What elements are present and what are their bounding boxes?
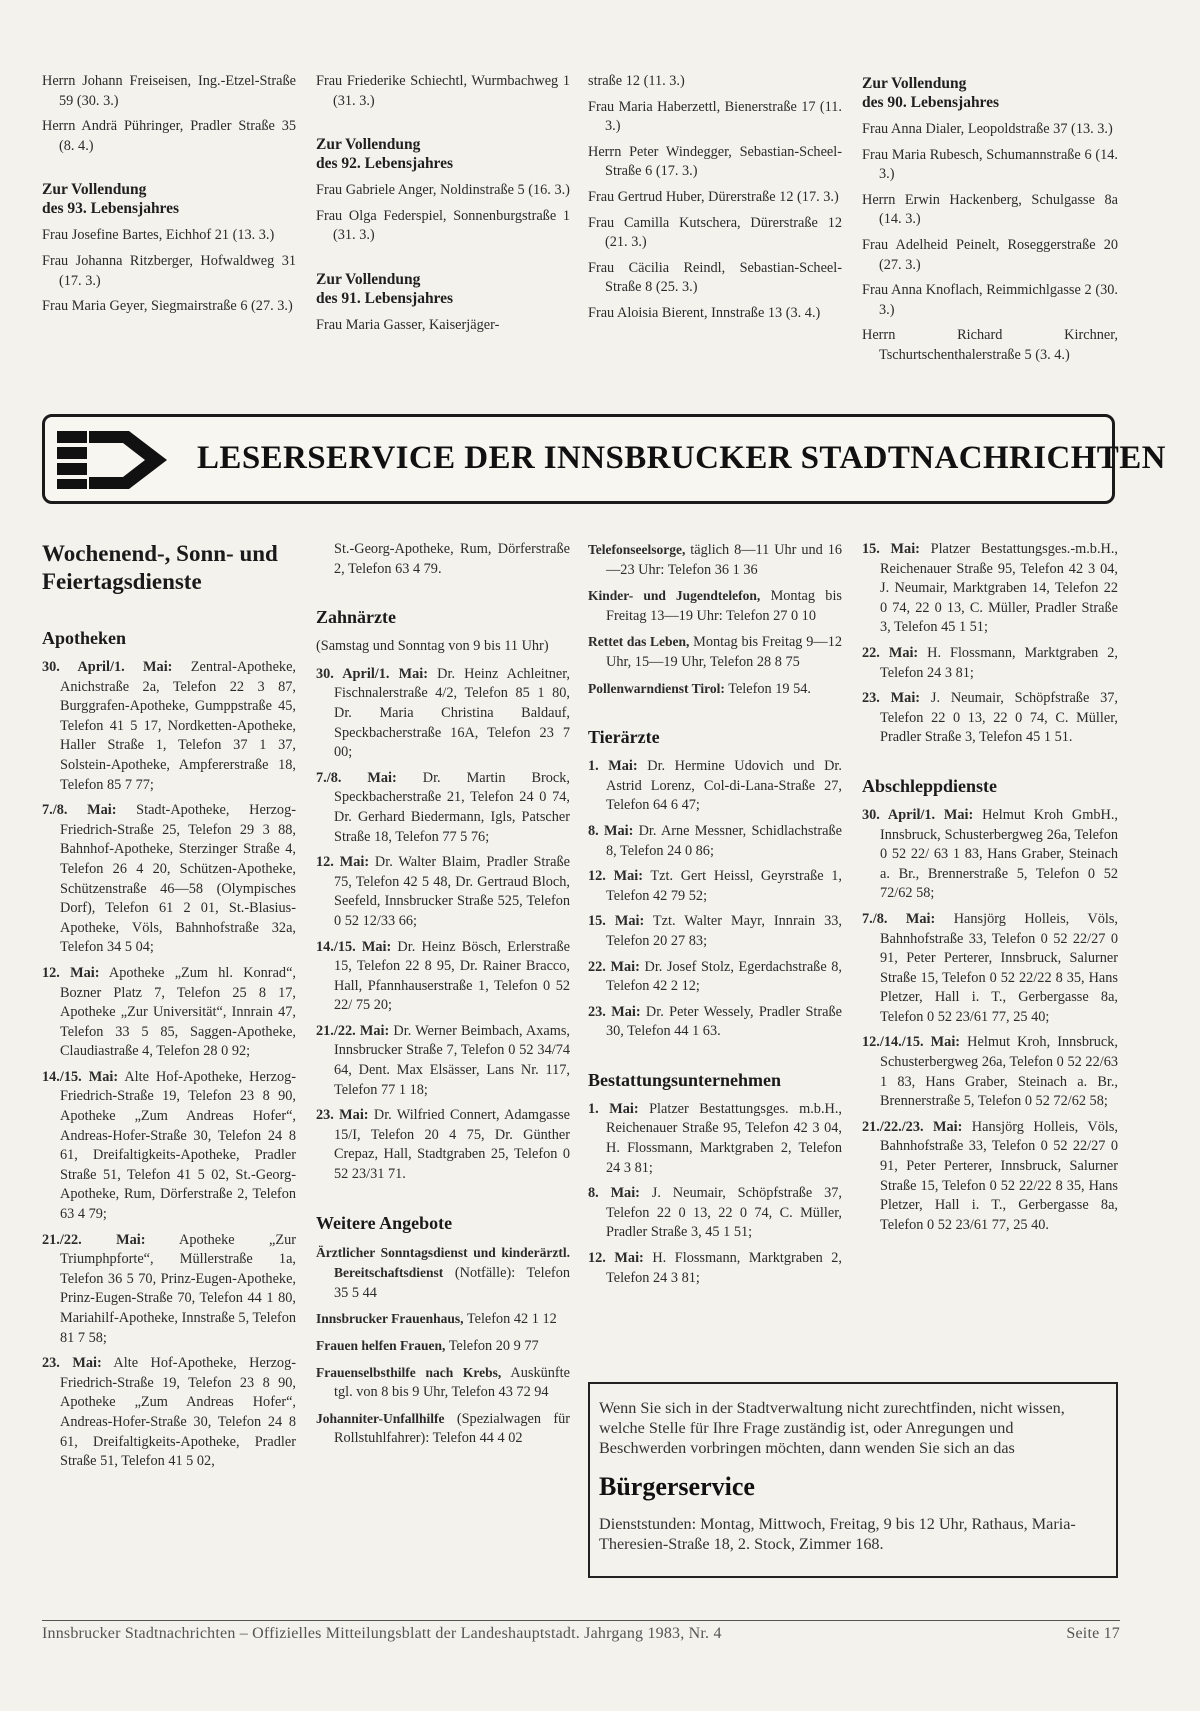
list-item: Kinder- und Jugendtelefon, Montag bis Freitag 13—19 Uhr: Telefon 27 0 10: [588, 588, 842, 624]
birthday-column-4: [862, 74, 1118, 372]
list-item: Frau Friederike Schiechtl, Wurmbachweg 1 (31. 3.): [316, 73, 570, 109]
page-footer: [42, 1620, 1120, 1643]
buergerservice-title: Bürgerservice: [599, 1472, 755, 1501]
list-item: 22. Mai: H. Flossmann, Marktgraben 2, Telefon 24 3 81;: [862, 644, 1118, 681]
list-item: Pollenwarndienst Tirol: Telefon 19 54.: [588, 680, 811, 697]
list-item: Herrn Richard Kirchner, Tschurtschenthalerstraße 5 (3. 4.): [862, 327, 1118, 363]
list-item: Frau Anna Dialer, Leopoldstraße 37 (13. 3.): [862, 121, 1113, 137]
list-item: Frauenselbsthilfe nach Krebs, Auskünfte tgl. von 8 bis 9 Uhr, Telefon 43 72 94: [316, 1364, 570, 1401]
list-item: 22. Mai: Dr. Josef Stolz, Egerdachstraße 8, Telefon 42 2 12;: [588, 958, 842, 995]
footer-publication: Innsbrucker Stadtnachrichten – Offizielles Mitteilungsblatt der Landeshauptstadt. Jahrgang 1983, Nr. 4: [42, 1625, 722, 1642]
list-item: 14./15. Mai: Dr. Heinz Bösch, Erlerstraße 15, Telefon 22 8 95, Dr. Rainer Bracco, Hall, Pfannhauserstraße 1, Telefon 0 52 22/ 75 20;: [316, 938, 570, 1014]
list-item: Frau Gabriele Anger, Noldinstraße 5 (16. 3.): [316, 182, 570, 199]
page-number: Seite 17: [1066, 1625, 1120, 1642]
list-item: 23. Mai: Dr. Peter Wessely, Pradler Straße 30, Telefon 44 1 63.: [588, 1003, 842, 1040]
list-item: 15. Mai: Tzt. Walter Mayr, Innrain 33, Telefon 20 27 83;: [588, 913, 842, 949]
list-item: 1. Mai: Dr. Hermine Udovich und Dr. Astrid Lorenz, Col-di-Lana-Straße 27, Telefon 64 6 47;: [588, 758, 842, 814]
service-column-3: [588, 540, 842, 1294]
list-item: Herrn Johann Freiseisen, Ing.-Etzel-Straße 59 (30. 3.): [42, 73, 296, 109]
list-item: St.-Georg-Apotheke, Rum, Dörferstraße 2, Telefon 63 4 79.: [334, 541, 570, 577]
list-item: 7./8. Mai: Dr. Martin Brock, Speckbacherstraße 21, Telefon 24 0 74, Dr. Gerhard Biedermann, Igls, Patscher Straße 18, Telefon 77 5 76;: [316, 769, 570, 845]
group-heading: Zur Vollendung: [42, 181, 147, 199]
list-item: 21./22. Mai: Apotheke „Zur Triumphpforte“, Müllerstraße 1a, Telefon 36 5 70, Prinz-Eugen-Apotheke, Prinz-Eugen-Straße 70, Telefon 44 1 80, Mariahilf-Apotheke, Innstraße 5, Telefon 81 7 58;: [42, 1231, 296, 1346]
list-item: Frau Olga Federspiel, Sonnenburgstraße 1 (31. 3.): [316, 207, 570, 244]
section-heading-abschleppdienste: Abschleppdienste: [862, 775, 998, 796]
birthday-column-3: [588, 72, 842, 330]
list-item: 8. Mai: J. Neumair, Schöpfstraße 37, Telefon 22 0 13, 22 0 74, C. Müller, Pradler Straße 3, 45 1 51;: [588, 1185, 842, 1241]
group-heading: des 92. Lebensjahres: [316, 155, 454, 173]
list-item: straße 12 (11. 3.): [588, 73, 685, 89]
list-item: Herrn Andrä Pühringer, Pradler Straße 35 (8. 4.): [42, 118, 296, 154]
list-item: Frau Adelheid Peinelt, Roseggerstraße 20 (27. 3.): [862, 236, 1118, 273]
birthday-column-2: [316, 72, 570, 342]
list-item: 12. Mai: Dr. Walter Blaim, Pradler Straße 75, Telefon 42 5 48, Dr. Gertraud Bloch, Seefeld, Innsbrucker Straße 525, Telefon 0 52 12/33 66;: [316, 854, 570, 929]
service-column-2: [316, 540, 570, 1455]
list-item: 30. April/1. Mai: Zentral-Apotheke, Anichstraße 2a, Telefon 22 3 87, Burggrafen-Apotheke, Gumppstraße 45, Telefon 41 5 17, Nordketten-Apotheke, Haller Straße 1, Telefon 37 1 37, Solstein-Apotheke, Ampfererstraße 18, Telefon 85 7 77;: [42, 659, 296, 793]
list-item: 7./8. Mai: Hansjörg Holleis, Völs, Bahnhofstraße 33, Telefon 0 52 22/27 0 91, Peter Perterer, Innsbruck, Salurner Straße 15, Telefon 0 52 22/22 8 35, Hans Pletzer, Hall i. T., Gerbergasse 8a, Telefon 0 52 23/61 77, 25 40;: [862, 910, 1119, 1025]
list-item: Telefonseelsorge, täglich 8—11 Uhr und 16—23 Uhr: Telefon 36 1 36: [588, 542, 842, 578]
group-heading: Zur Vollendung: [316, 270, 421, 288]
service-column-4: [862, 540, 1118, 1241]
list-item: Frau Camilla Kutschera, Dürerstraße 12 (21. 3.): [588, 214, 842, 251]
list-item: 30. April/1. Mai: Helmut Kroh GmbH., Innsbruck, Schusterbergweg 26a, Telefon 0 52 22/ 63 1 83, Hans Graber, Steinach a. Br., Brennerstraße 5, Telefon 0 52 72/62 58;: [862, 806, 1118, 902]
list-item: Frau Maria Geyer, Siegmairstraße 6 (27. 3.): [42, 298, 293, 315]
list-item: Frau Maria Gasser, Kaiserjäger-: [316, 316, 500, 333]
list-item: Frau Maria Rubesch, Schumannstraße 6 (14. 3.): [862, 146, 1118, 183]
section-note: (Samstag und Sonntag von 9 bis 11 Uhr): [316, 638, 549, 655]
list-item: 21./22. Mai: Dr. Werner Beimbach, Axams, Innsbrucker Straße 7, Telefon 0 52 34/74 64, Dent. Max Elsässer, Lans Nr. 117, Telefon 77 1 18;: [316, 1022, 570, 1098]
page-title: Wochenend-, Sonn- und Feiertagsdienste: [42, 541, 278, 594]
list-item: 7./8. Mai: Stadt-Apotheke, Herzog-Friedrich-Straße 25, Telefon 29 3 88, Bahnhof-Apotheke, Sterzinger Straße 4, Telefon 26 4 20, Schützen-Apotheke, Schützenstraße 46—58 (Olympisches Dorf), Telefon 61 2 01, St.-Blasius-Apotheke, Völs, Bahnhofstraße 32a, Telefon 34 5 04;: [42, 802, 296, 956]
service-column-1: [42, 540, 296, 1478]
list-item: Ärztlicher Sonntagsdienst und kinderärztl. Bereitschaftsdienst (Notfälle): Telefon 35 5 44: [316, 1244, 570, 1301]
list-item: Rettet das Leben, Montag bis Freitag 9—12 Uhr, 15—19 Uhr, Telefon 28 8 75: [588, 634, 842, 670]
arrow-logo-icon: [55, 429, 169, 491]
group-heading: des 91. Lebensjahres: [316, 289, 454, 307]
birthday-column-1: [42, 72, 296, 323]
section-heading-bestattung: Bestattungsunternehmen: [588, 1069, 782, 1090]
list-item: 15. Mai: Platzer Bestattungsges.-m.b.H., Reichenauer Straße 95, Telefon 42 3 04, J. Neumair, Marktgraben 14, Telefon 22 0 74, 22 0 13, C. Müller, Pradler Straße 3, Telefon 45 1 51;: [862, 541, 1118, 636]
buergerservice-hours: Dienststunden: Montag, Mittwoch, Freitag, 9 bis 12 Uhr, Rathaus, Maria-Theresien-Straße 18, 2. Stock, Zimmer 168.: [599, 1515, 1076, 1553]
section-heading-apotheken: Apotheken: [42, 628, 127, 648]
list-item: 12./14./15. Mai: Helmut Kroh, Innsbruck, Schusterbergweg 26a, Telefon 0 52 22/63 1 83, Hans Graber, Steinach a. Br., Brennerstraße 5, Telefon 0 52 72/62 58;: [862, 1034, 1119, 1110]
group-heading: des 90. Lebensjahres: [862, 94, 1000, 111]
list-item: 23. Mai: Dr. Wilfried Connert, Adamgasse 15/I, Telefon 20 4 75, Dr. Günther Crepaz, Hall, Stadtgraben 25, Telefon 0 52 23/31 71.: [316, 1107, 571, 1183]
list-item: 8. Mai: Dr. Arne Messner, Schidlachstraße 8, Telefon 24 0 86;: [588, 822, 842, 859]
list-item: Frau Aloisia Bierent, Innstraße 13 (3. 4.): [588, 304, 821, 321]
list-item: Johanniter-Unfallhilfe (Spezialwagen für Rollstuhlfahrer): Telefon 44 4 02: [316, 1410, 570, 1447]
leserservice-banner: [42, 414, 1166, 504]
section-heading-tieraerzte: Tierärzte: [588, 727, 660, 748]
group-heading: Zur Vollendung: [316, 136, 421, 154]
list-item: Frau Johanna Ritzberger, Hofwaldweg 31 (17. 3.): [42, 252, 296, 289]
list-item: Frau Maria Haberzettl, Bienerstraße 17 (11. 3.): [588, 98, 842, 135]
banner-title: LESERSERVICE DER INNSBRUCKER STADTNACHRICHTEN: [197, 440, 1166, 476]
list-item: Herrn Erwin Hackenberg, Schulgasse 8a (14. 3.): [862, 191, 1118, 228]
list-item: Frauen helfen Frauen, Telefon 20 9 77: [316, 1338, 539, 1354]
list-item: 23. Mai: J. Neumair, Schöpfstraße 37, Telefon 22 0 13, 22 0 74, C. Müller, Pradler Straße 3, Telefon 45 1 51.: [862, 690, 1118, 746]
list-item: Herrn Peter Windegger, Sebastian-Scheel-Straße 6 (17. 3.): [588, 143, 842, 180]
list-item: Frau Josefine Bartes, Eichhof 21 (13. 3.): [42, 227, 275, 244]
list-item: 30. April/1. Mai: Dr. Heinz Achleitner, Fischnalerstraße 4/2, Telefon 85 1 80, Dr. Maria Christina Baldauf, Speckbacherstraße 16A, Telefon 23 7 00;: [316, 665, 571, 761]
list-item: Frau Gertrud Huber, Dürerstraße 12 (17. 3.): [588, 188, 839, 205]
list-item: 12. Mai: Apotheke „Zum hl. Konrad“, Bozner Platz 7, Telefon 25 8 17, Apotheke „Zur Universität“, Innrain 47, Telefon 33 5 85, Saggen-Apotheke, Claudiastraße 4, Telefon 28 0 92;: [42, 964, 296, 1060]
section-heading-weitere-angebote: Weitere Angebote: [316, 1212, 453, 1233]
buergerservice-intro: Wenn Sie sich in der Stadtverwaltung nicht zurechtfinden, nicht wissen, welche Stelle für Ihre Frage zuständig ist, oder Anregungen und Beschwerden vorbringen möchten, dann wenden Sie sich an das: [599, 1399, 1065, 1457]
buergerservice-box: [588, 1382, 1118, 1578]
group-heading: des 93. Lebensjahres: [42, 200, 180, 218]
list-item: 1. Mai: Platzer Bestattungsges. m.b.H., Reichenauer Straße 95, Telefon 42 3 04, H. Flossmann, Marktgraben 2, Telefon 24 3 81;: [588, 1100, 842, 1176]
list-item: 23. Mai: Alte Hof-Apotheke, Herzog-Friedrich-Straße 19, Telefon 23 8 90, Apotheke „Zum Andreas Hofer“, Andreas-Hofer-Straße 30, Telefon 24 8 61, Dreifaltigkeits-Apotheke, Pradler Straße 51, Telefon 41 5 02,: [42, 1355, 296, 1470]
list-item: Innsbrucker Frauenhaus, Telefon 42 1 12: [316, 1311, 557, 1328]
list-item: 14./15. Mai: Alte Hof-Apotheke, Herzog-Friedrich-Straße 19, Telefon 23 8 90, Apotheke „Zum Andreas Hofer“, Andreas-Hofer-Straße 30, Telefon 24 8 61, Dreifaltigkeits-Apotheke, Pradler Straße 51, Telefon 41 5 02, St.-Georg-Apotheke, Rum, Dörferstraße 2, Telefon 63 4 79;: [42, 1068, 296, 1223]
list-item: 21./22./23. Mai: Hansjörg Holleis, Völs, Bahnhofstraße 33, Telefon 0 52 22/27 0 91, Peter Perterer, Innsbruck, Salurner Straße 15, Telefon 0 52 22/22 8 35, Hans Pletzer, Hall i. T., Gerbergasse 8a, Telefon 0 52 23/61 77, 25 40.: [862, 1118, 1118, 1233]
section-heading-zahnaerzte: Zahnärzte: [316, 607, 396, 628]
list-item: 12. Mai: H. Flossmann, Marktgraben 2, Telefon 24 3 81;: [588, 1250, 842, 1286]
list-item: Frau Anna Knoflach, Reimmichlgasse 2 (30. 3.): [862, 282, 1118, 318]
list-item: 12. Mai: Tzt. Gert Heissl, Geyrstraße 1, Telefon 42 79 52;: [588, 868, 842, 904]
list-item: Frau Cäcilia Reindl, Sebastian-Scheel-Straße 8 (25. 3.): [588, 259, 842, 296]
group-heading: Zur Vollendung: [862, 75, 967, 92]
